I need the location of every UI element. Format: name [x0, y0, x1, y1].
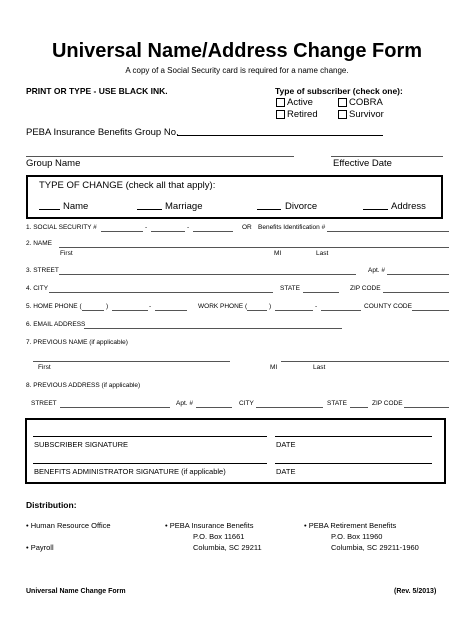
previous-name-label: 7. PREVIOUS NAME (if applicable) [26, 339, 128, 346]
group-no-field[interactable] [177, 135, 383, 136]
ssn-dash-2: - [187, 224, 190, 231]
form-title: Universal Name/Address Change Form [51, 40, 423, 62]
previous-name-first-caption: First [38, 364, 51, 371]
home-phone-area-field[interactable] [82, 310, 104, 311]
benefits-id-field[interactable] [327, 231, 449, 232]
name-last-caption: Last [316, 250, 329, 257]
previous-apt-label: Apt. # [176, 400, 193, 407]
survivor-option-label: Survivor [349, 109, 384, 120]
admin-signature-label: BENEFITS ADMINISTRATOR SIGNATURE (if applicable) [34, 467, 226, 476]
footer-revision: (Rev. 5/2013) [394, 588, 437, 595]
work-phone-area-field[interactable] [247, 310, 267, 311]
survivor-checkbox[interactable] [338, 110, 347, 119]
group-no-label: PEBA Insurance Benefits Group No. [26, 127, 179, 138]
retirement-benefits-city: Columbia, SC 29211-1960 [331, 543, 419, 552]
ssn-part3-field[interactable] [193, 231, 233, 232]
apt-field[interactable] [387, 274, 449, 275]
zip-label: ZIP CODE [350, 285, 381, 292]
ssn-label: 1. SOCIAL SECURITY # [26, 224, 97, 231]
insurance-benefits-city: Columbia, SC 29211 [193, 543, 262, 552]
previous-apt-field[interactable] [196, 407, 232, 408]
active-checkbox[interactable] [276, 98, 285, 107]
retirement-benefits-pobox: P.O. Box 11960 [331, 532, 383, 541]
previous-city-label: CITY [239, 400, 254, 407]
name-field[interactable] [59, 247, 449, 248]
group-name-field[interactable] [26, 156, 294, 157]
previous-zip-field[interactable] [404, 407, 449, 408]
divorce-change-check[interactable] [257, 209, 281, 210]
footer-form-name: Universal Name Change Form [26, 588, 126, 595]
admin-date-label: DATE [276, 467, 296, 476]
divorce-change-label: Divorce [285, 201, 318, 212]
address-change-label: Address [391, 201, 426, 212]
city-field[interactable] [49, 292, 273, 293]
home-phone-label: 5. HOME PHONE ( [26, 303, 82, 310]
email-label: 6. EMAIL ADDRESS [26, 321, 86, 328]
cobra-option-label: COBRA [349, 97, 383, 108]
street-field[interactable] [59, 274, 356, 275]
previous-name-mi-caption: MI [270, 364, 278, 371]
previous-name-first-field[interactable] [33, 361, 230, 362]
marriage-change-label: Marriage [165, 201, 203, 212]
home-phone-paren: ) [106, 303, 109, 310]
form-subtitle: A copy of a Social Security card is required for a name change. [125, 66, 349, 75]
group-name-label: Group Name [26, 158, 81, 169]
insurance-benefits-name: • PEBA Insurance Benefits [165, 521, 254, 530]
subscriber-type-label: Type of subscriber (check one): [275, 86, 403, 96]
retired-option-label: Retired [287, 109, 318, 120]
type-of-change-label: TYPE OF CHANGE (check all that apply): [39, 180, 216, 191]
work-phone-dash: - [315, 303, 318, 310]
previous-name-last-field[interactable] [281, 361, 449, 362]
state-label: STATE [280, 285, 300, 292]
subscriber-date-label: DATE [276, 440, 296, 449]
subscriber-signature-label: SUBSCRIBER SIGNATURE [34, 440, 129, 449]
state-field[interactable] [303, 292, 339, 293]
cobra-checkbox[interactable] [338, 98, 347, 107]
previous-street-field[interactable] [60, 407, 170, 408]
name-label: 2. NAME [26, 240, 53, 247]
ssn-dash-1: - [145, 224, 148, 231]
email-field[interactable] [84, 328, 342, 329]
insurance-benefits-pobox: P.O. Box 11661 [193, 532, 245, 541]
or-label: OR [242, 224, 252, 231]
previous-city-field[interactable] [256, 407, 323, 408]
name-mi-caption: MI [274, 250, 282, 257]
benefits-id-label: Benefits Identification # [258, 224, 326, 231]
retirement-benefits-name: • PEBA Retirement Benefits [304, 521, 397, 530]
city-label: 4. CITY [26, 285, 49, 292]
name-change-check[interactable] [39, 209, 60, 210]
active-option-label: Active [287, 97, 313, 108]
work-phone-paren: ) [269, 303, 272, 310]
instructions: PRINT OR TYPE - USE BLACK INK. [26, 86, 168, 96]
previous-state-label: STATE [327, 400, 347, 407]
work-phone-prefix-field[interactable] [275, 310, 313, 311]
effective-date-label: Effective Date [333, 158, 392, 169]
zip-field[interactable] [383, 292, 449, 293]
ssn-part1-field[interactable] [101, 231, 143, 232]
county-code-field[interactable] [412, 310, 449, 311]
home-phone-dash: - [149, 303, 152, 310]
name-change-label: Name [63, 201, 89, 212]
distribution-payroll: • Payroll [26, 543, 54, 552]
admin-date-field[interactable] [275, 463, 432, 464]
previous-zip-label: ZIP CODE [372, 400, 403, 407]
previous-state-field[interactable] [350, 407, 368, 408]
work-phone-line-field[interactable] [321, 310, 361, 311]
effective-date-field[interactable] [331, 156, 443, 157]
admin-signature-field[interactable] [33, 463, 267, 464]
subscriber-date-field[interactable] [275, 436, 432, 437]
name-first-caption: First [60, 250, 73, 257]
distribution-hr-office: • Human Resource Office [26, 521, 111, 530]
previous-street-label: STREET [31, 400, 57, 407]
subscriber-signature-field[interactable] [33, 436, 267, 437]
apt-label: Apt. # [368, 267, 385, 274]
home-phone-prefix-field[interactable] [112, 310, 148, 311]
retired-checkbox[interactable] [276, 110, 285, 119]
ssn-part2-field[interactable] [151, 231, 185, 232]
marriage-change-check[interactable] [137, 209, 162, 210]
previous-address-label: 8. PREVIOUS ADDRESS (if applicable) [26, 382, 141, 389]
distribution-label: Distribution: [26, 500, 77, 510]
home-phone-line-field[interactable] [155, 310, 187, 311]
county-code-label: COUNTY CODE [364, 303, 412, 310]
previous-name-last-caption: Last [313, 364, 326, 371]
street-label: 3. STREET [26, 267, 59, 274]
work-phone-label: WORK PHONE ( [198, 303, 248, 310]
address-change-check[interactable] [363, 209, 388, 210]
